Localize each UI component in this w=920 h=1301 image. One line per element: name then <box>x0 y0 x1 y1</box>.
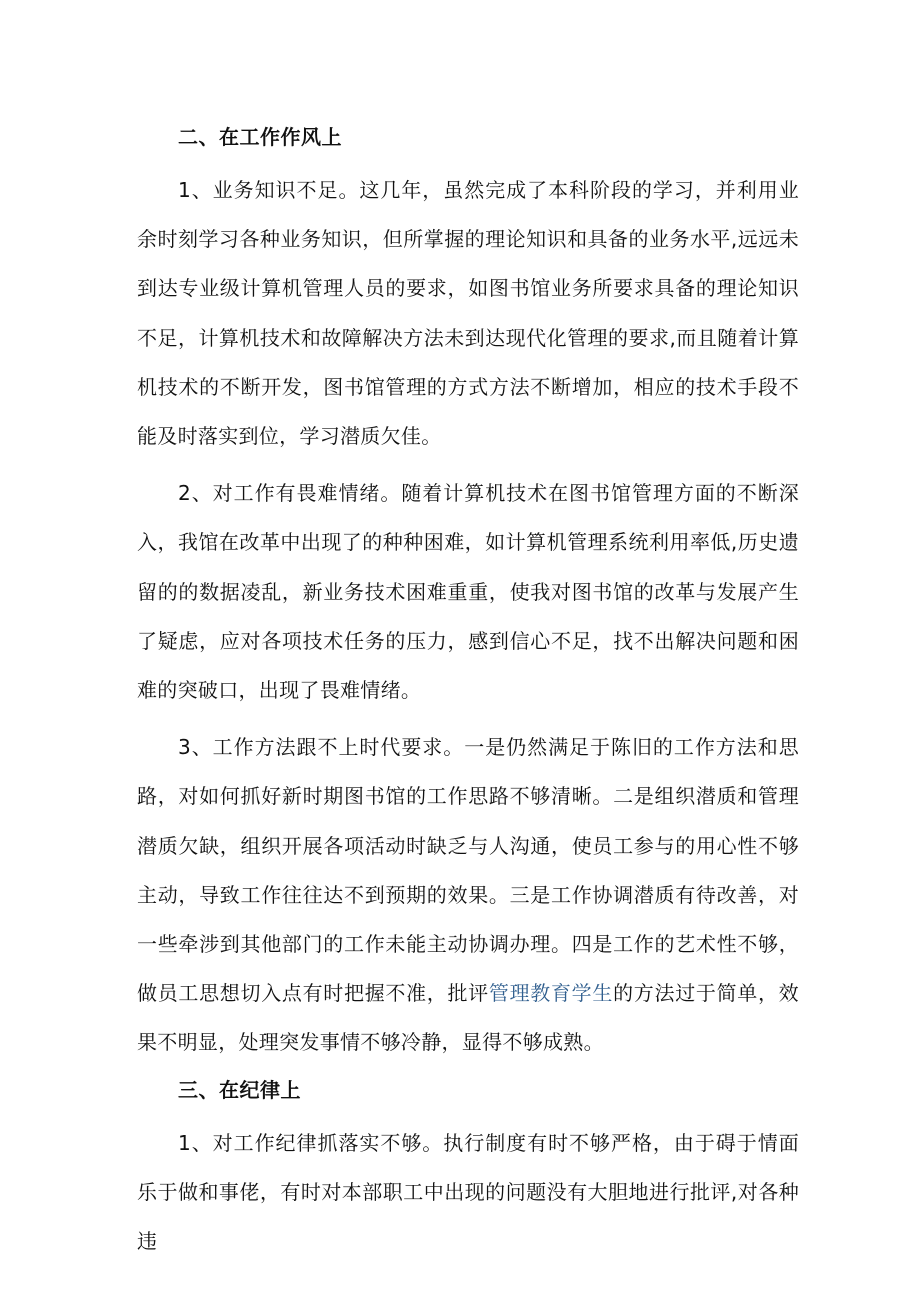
paragraph-business-knowledge: 1、业务知识不足。这几年，虽然完成了本科阶段的学习，并利用业余时刻学习各种业务知识，但所掌握的理论知识和具备的业务水平,远远未到达专业级计算机管理人员的要求，如图书馆业务所要求具备的理论知识不足，计算机技术和故障解决方法未到达现代化管理的要求,而且随着计算机技术的不断开发，图书馆管理的方式方法不断增加，相应的技术手段不能及时落实到位，学习潜质欠佳。 <box>137 178 799 449</box>
document-body <box>137 117 799 1266</box>
paragraph-fear-of-difficulty: 2、对工作有畏难情绪。随着计算机技术在图书馆管理方面的不断深入，我馆在改革中出现了的种种困难，如计算机管理系统利用率低,历史遗留的的数据凌乱，新业务技术困难重重，使我对图书馆的改革与发展产生了疑虑，应对各项技术任务的压力，感到信心不足，找不出解决问题和困难的突破口，出现了畏难情绪。 <box>137 481 799 703</box>
management-education-link[interactable]: 管理教育学生 <box>488 981 614 1006</box>
paragraph-work-methods-text-end: 的方法过于简单，效果不明显，处理突发事情不够冷静，显得不够成熟。 <box>137 981 799 1055</box>
paragraph-discipline-enforcement: 1、对工作纪律抓落实不够。执行制度有时不够严格，由于碍于情面乐于做和事佬，有时对本部职工中出现的问题没有大胆地进行批评,对各种违 <box>137 1130 799 1254</box>
section-heading-discipline: 三、在纪律上 <box>178 1077 301 1102</box>
section-heading-work-style: 二、在工作作风上 <box>178 125 342 149</box>
paragraph-work-methods-text-start: 3、工作方法跟不上时代要求。一是仍然满足于陈旧的工作方法和思路，对如何抓好新时期图书馆的工作思路不够清晰。二是组织潜质和管理潜质欠缺，组织开展各项活动时缺乏与人沟通，使员工参与的用心性不够主动，导致工作往往达不到预期的效果。三是工作协调潜质有待改善，对一些牵涉到其他部门的工作未能主动协调办理。四是工作的艺术性不够，做员工思想切入点有时把握不准，批评 <box>137 735 799 1006</box>
paragraph-work-methods <box>137 723 799 1067</box>
